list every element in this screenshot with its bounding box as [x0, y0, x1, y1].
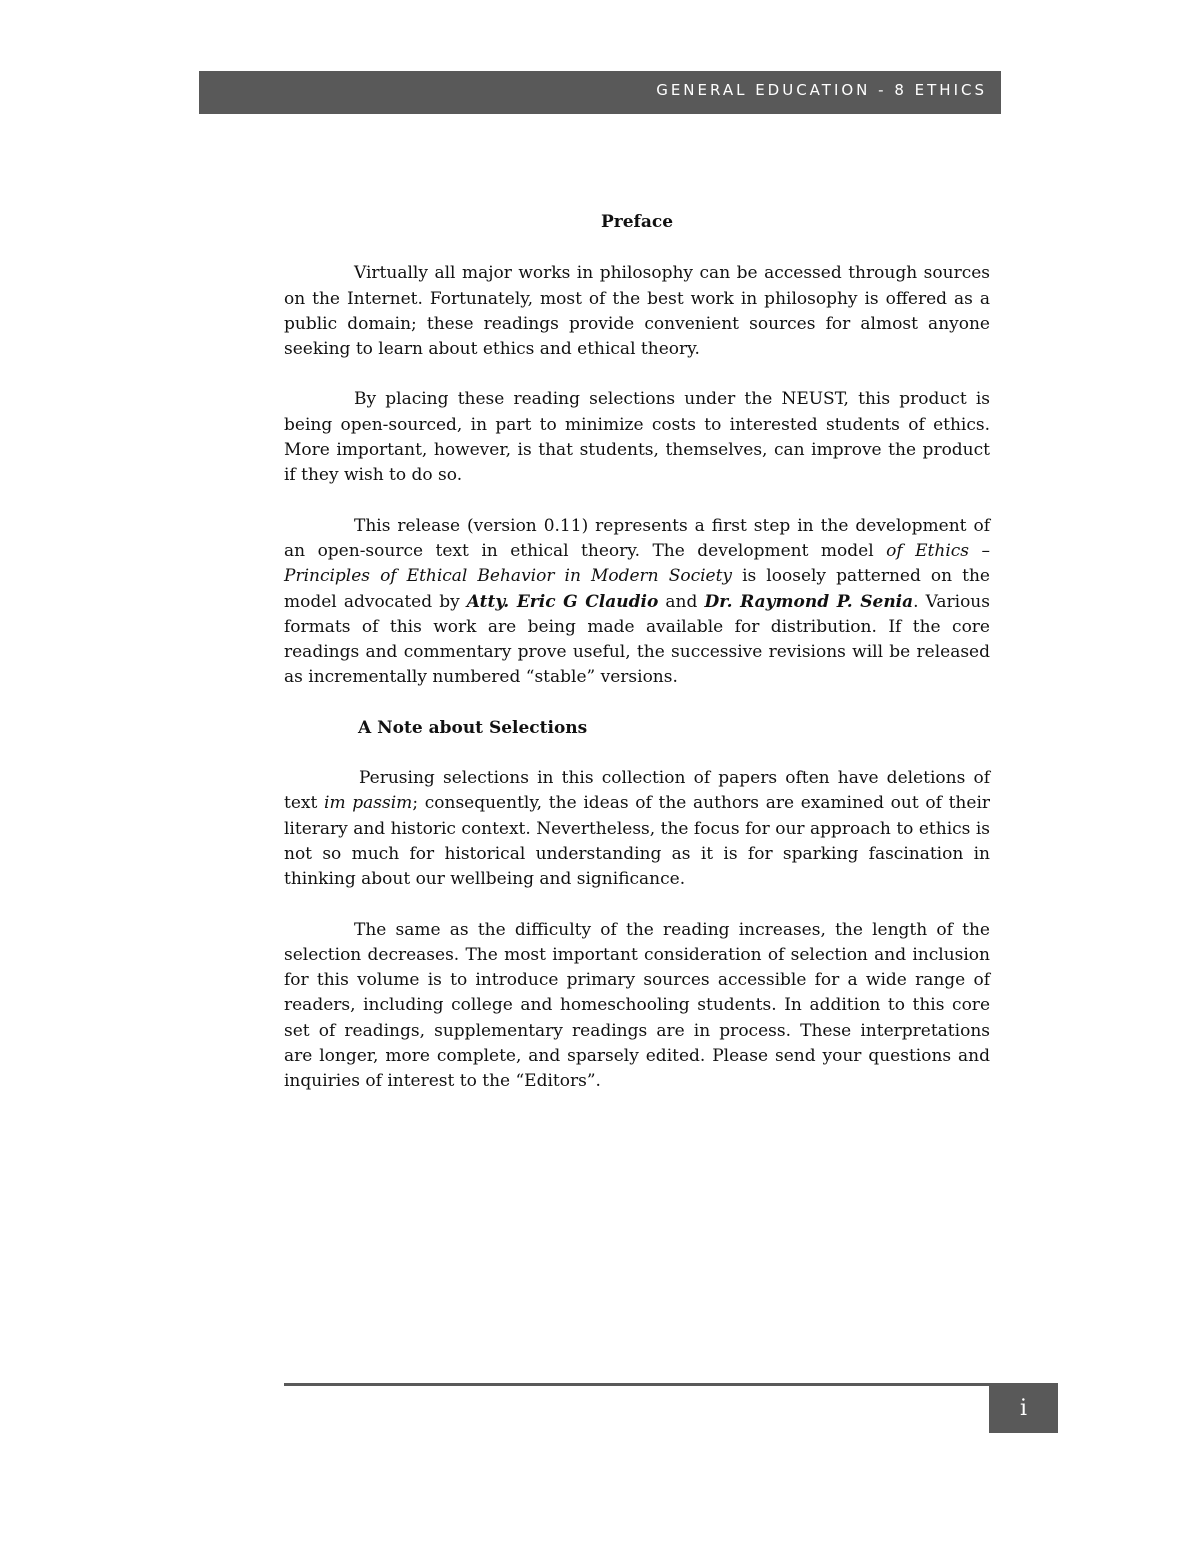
note-p1-text-1: Perusing selections in this collection of papers often have deletions of text — [284, 768, 990, 814]
note-paragraph-2: The same as the difficulty of the reading increases, the length of the selection decreases. The most important consideration of selection and inclusion for this volume is to introduce primary sources accessible for a wide range of readers, including college and homeschooling students. In addition to this core set of readings, supplementary readings are in process. These interpretations are longer, more complete, and sparsely edited. Please send your questions and inquiries of interest to the “Editors”. — [284, 919, 990, 1092]
preface-p3-text-3: . Various formats of this work are being made available for distribution. If the core readings and commentary prove useful, the successive revisions will be released as incrementally numbered “stable” versions. — [284, 591, 990, 688]
preface-paragraph-1: Virtually all major works in philosophy can be accessed through sources on the Internet. Fortunately, most of the best work in philosophy is offered as a public domain; these readings provide convenient sources for almost anyone seeking to learn about ethics and ethical theory. — [284, 263, 990, 360]
page-number: i — [1019, 1396, 1028, 1421]
note-paragraph-1 — [284, 766, 990, 892]
preface-title: Preface — [600, 212, 674, 232]
running-header-bar — [199, 71, 1001, 114]
running-header-title: GENERAL EDUCATION - 8 ETHICS — [656, 81, 987, 99]
book-title-italic: of Ethics – Principles of Ethical Behavior in Modern Society — [284, 540, 990, 587]
preface-paragraph-3 — [284, 514, 990, 691]
preface-paragraph-2: By placing these reading selections under the NEUST, this product is being open-sourced, in part to minimize costs to interested students of ethics. More important, however, is that students, themselves, can improve the product if they wish to do so. — [284, 389, 990, 486]
footer-divider — [284, 1383, 1058, 1386]
author-name-1: Atty. Eric G Claudio — [466, 591, 659, 612]
author-name-2: Dr. Raymond P. Senia — [704, 591, 914, 612]
preface-p3-text-2: is loosely patterned on the model advocated by — [284, 566, 990, 612]
page-content — [284, 210, 990, 1120]
note-heading: A Note about Selections — [358, 717, 588, 738]
page-number-box — [989, 1386, 1058, 1433]
latin-term-italic: im passim — [324, 793, 413, 814]
preface-p3-and: and — [658, 591, 705, 612]
preface-p3-text-1: This release (version 0.11) represents a first step in the development of an open-source text in ethical theory. The development model — [284, 515, 990, 561]
note-p1-text-2: ; consequently, the ideas of the authors are examined out of their literary and historic context. Nevertheless, the focus for our approach to ethics is not so much for historical understanding as it is for sparking fascination in thinking about our wellbeing and significance. — [284, 793, 991, 890]
